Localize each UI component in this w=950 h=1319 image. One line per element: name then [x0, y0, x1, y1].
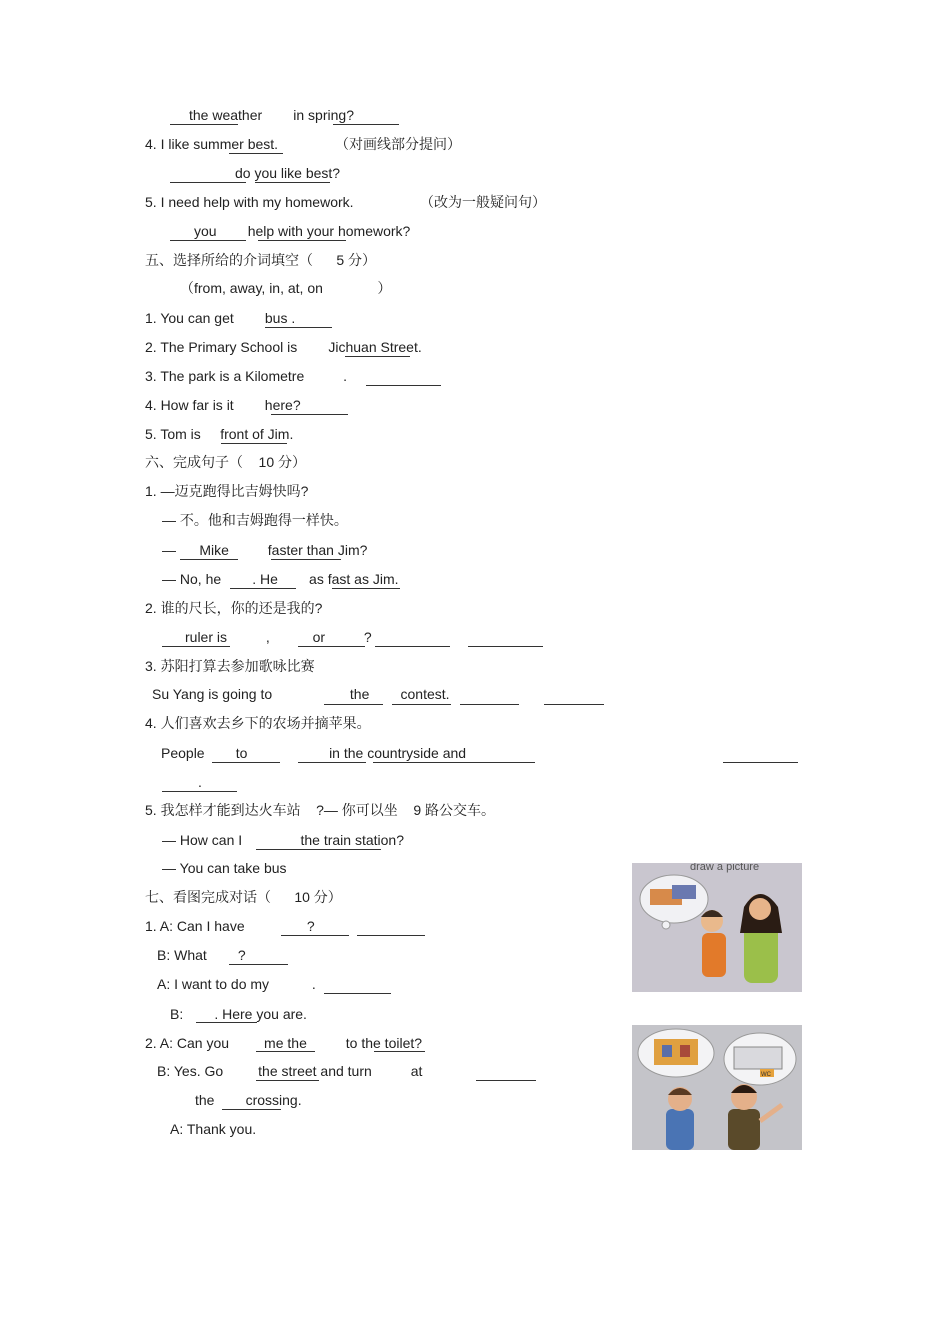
text-line: 1. A: Can I have ? [145, 918, 315, 934]
answer-blank [229, 964, 288, 965]
text-line: 5. Tom is front of Jim. [145, 426, 294, 442]
text-line: 1. You can get bus . [145, 310, 296, 326]
text-line: 2. A: Can you me the to the toilet? [145, 1035, 423, 1051]
text-line: 4. How far is it here? [145, 397, 301, 413]
text-line: you help with your homework? [194, 223, 411, 239]
text-line: 3. The park is a Kilometre . [145, 368, 348, 384]
answer-blank [324, 993, 391, 994]
text-line: 4. 人们喜欢去乡下的农场并摘苹果。 [145, 715, 371, 731]
answer-blank [196, 1022, 257, 1023]
section-heading: 五、选择所给的介词填空（ 5 分） [145, 252, 377, 268]
text-line: . [198, 774, 202, 790]
answer-blank [229, 153, 283, 154]
answer-blank [212, 762, 280, 763]
answer-blank [230, 588, 296, 589]
answer-blank [265, 327, 332, 328]
answer-blank [544, 704, 604, 705]
answer-blank [271, 559, 341, 560]
sign-text: WC [761, 1072, 771, 1078]
answer-blank [281, 935, 349, 936]
picture-two-boys-directions [632, 1025, 802, 1150]
text-line: do you like best? [235, 165, 341, 181]
text-line: 1. —迈克跑得比吉姆快吗? [145, 483, 309, 499]
answer-blank [375, 646, 450, 647]
answer-blank [324, 704, 383, 705]
answer-blank [392, 704, 451, 705]
answer-blank [221, 443, 287, 444]
text-line: B: . Here you are. [170, 1006, 307, 1022]
answer-blank [332, 588, 400, 589]
section-heading: 六、完成句子（ 10 分） [145, 454, 307, 470]
text-line-note: （改为一般疑问句） [420, 194, 546, 210]
answer-blank [468, 646, 543, 647]
answer-blank [162, 646, 230, 647]
answer-blank [255, 182, 330, 183]
answer-blank [256, 1051, 315, 1052]
answer-blank [256, 1080, 319, 1081]
answer-blank [162, 791, 237, 792]
answer-blank [476, 1080, 536, 1081]
answer-blank [271, 414, 348, 415]
answer-blank [258, 240, 346, 241]
text-line: A: I want to do my . [157, 976, 316, 992]
answer-blank [170, 124, 238, 125]
text-line: — No, he . He as fast as Jim. [162, 571, 399, 587]
text-line: B: Yes. Go the street and turn at [157, 1063, 423, 1079]
answer-blank [311, 849, 381, 850]
answer-blank [458, 762, 535, 763]
picture-caption: draw a picture [690, 863, 760, 873]
answer-blank [170, 240, 246, 241]
text-line-note: （对画线部分提问） [335, 136, 461, 152]
text-line: 4. I like summer best. [145, 136, 279, 152]
text-line: 2. 谁的尺长，你的还是我的? [145, 600, 323, 616]
answer-blank [298, 646, 365, 647]
answer-blank [222, 1109, 281, 1110]
text-line: B: What ? [157, 947, 246, 963]
text-line: — 不。他和吉姆跑得一样快。 [162, 512, 348, 528]
text-line: the weather in spring? [189, 107, 354, 123]
text-line: — You can take bus [162, 860, 287, 876]
answer-blank [374, 1051, 425, 1052]
text-line: 3. 苏阳打算去参加歌咏比赛 [145, 658, 315, 674]
answer-blank [366, 385, 441, 386]
answer-blank [373, 762, 458, 763]
text-line: — How can I the train station? [162, 832, 404, 848]
answer-blank [256, 849, 311, 850]
text-line: — Mike faster than Jim? [162, 542, 368, 558]
answer-blank [298, 762, 366, 763]
answer-blank [723, 762, 798, 763]
text-line: A: Thank you. [170, 1121, 257, 1137]
text-line: ruler is , or ? [185, 629, 372, 645]
answer-blank [333, 124, 399, 125]
answer-blank [345, 356, 410, 357]
text-line: 5. 我怎样才能到达火车站 ?— 你可以坐 9 路公交车。 [145, 802, 496, 818]
text-line: 5. I need help with my homework. [145, 194, 354, 210]
picture-boy-asks-mother [632, 863, 802, 992]
answer-blank [180, 559, 238, 560]
text-line: People to in the countryside and [161, 745, 467, 761]
text-line: 2. The Primary School is Jichuan Street. [145, 339, 422, 355]
answer-blank [170, 182, 246, 183]
section-heading: 七、看图完成对话（ 10 分） [145, 889, 342, 905]
answer-blank [357, 935, 425, 936]
text-line: （from, away, in, at, on ） [180, 280, 392, 296]
answer-blank [460, 704, 519, 705]
text-line: Su Yang is going to the contest. [152, 686, 450, 702]
text-line: the crossing. [195, 1092, 302, 1108]
